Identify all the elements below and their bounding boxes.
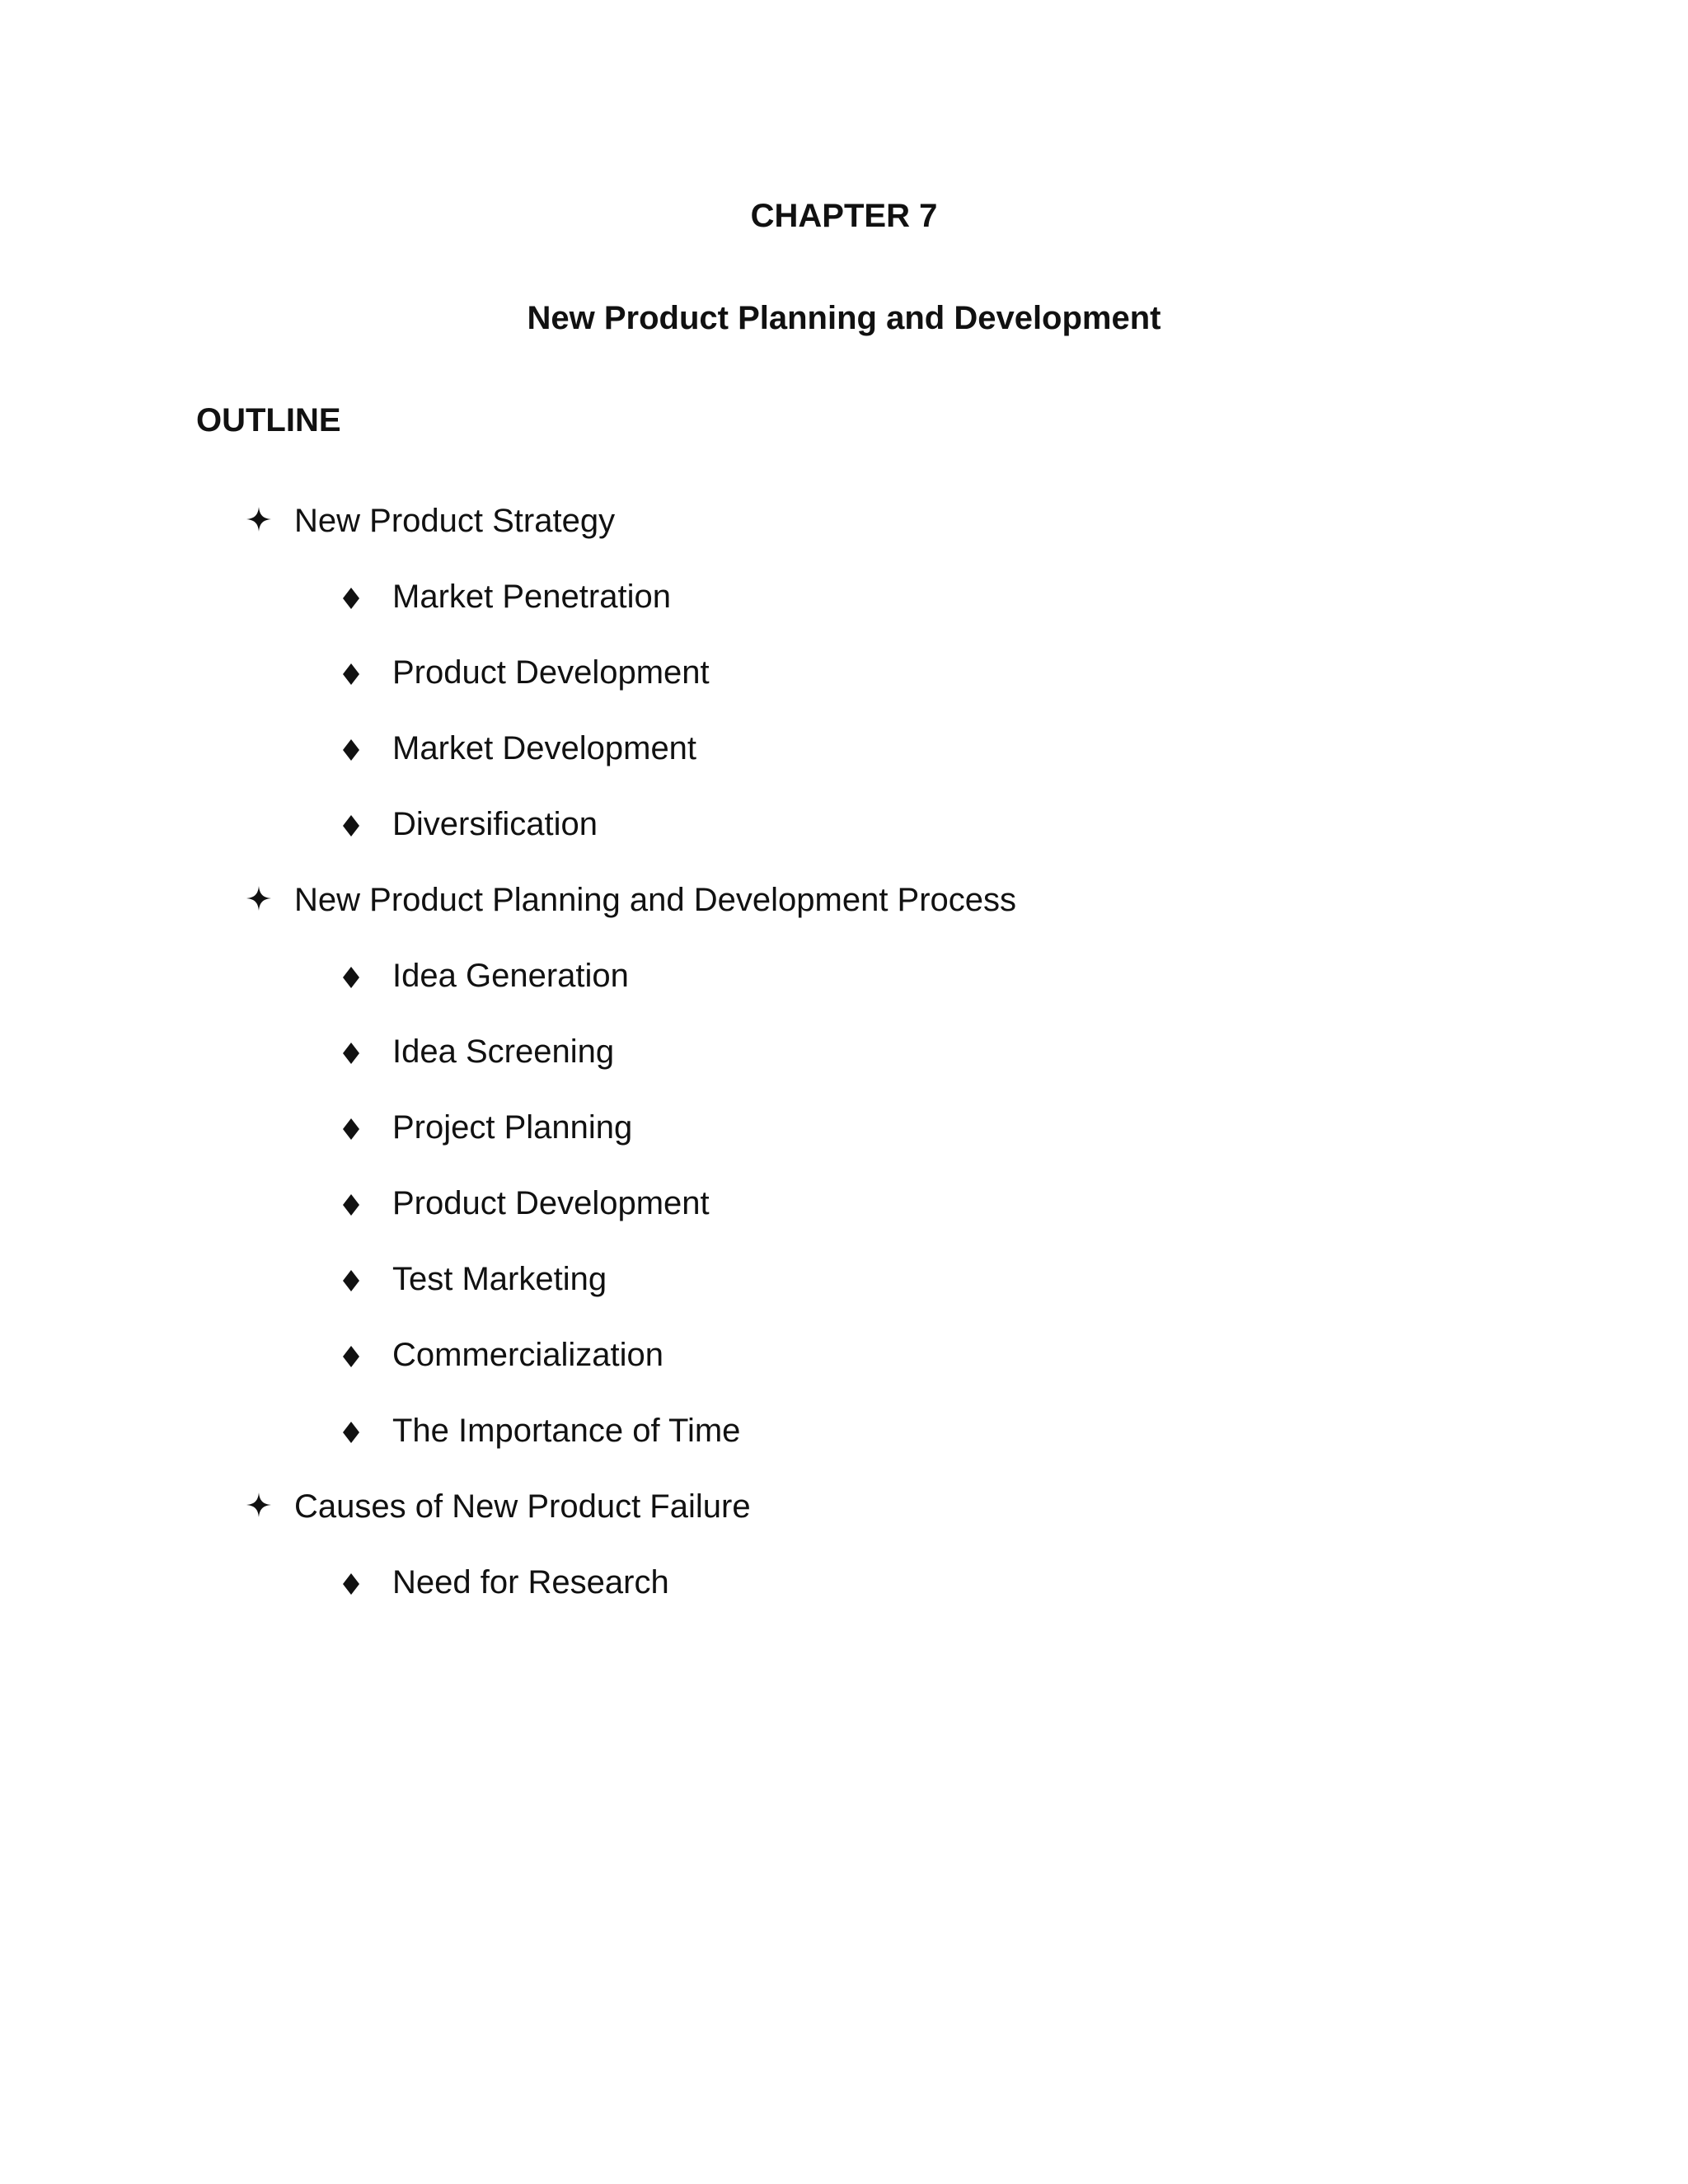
- outline-item-label: Market Development: [392, 730, 697, 766]
- outline-item-label: Commercialization: [392, 1337, 663, 1373]
- diamond-icon: [343, 1043, 359, 1064]
- outline-section: [0, 501, 1688, 880]
- outline-section: [0, 1487, 1688, 1638]
- outline-item-label: Idea Generation: [392, 958, 629, 994]
- diamond-icon: [343, 815, 359, 837]
- outline-item: [0, 956, 1688, 1032]
- diamond-icon: [343, 1270, 359, 1291]
- outline-item-label: Diversification: [392, 806, 598, 842]
- diamond-icon: [343, 1422, 359, 1443]
- outline-section-label: New Product Planning and Development Process: [294, 882, 1017, 918]
- outline-item-label: Product Development: [392, 1185, 710, 1221]
- outline-item: [0, 653, 1688, 729]
- outline-item-label: Idea Screening: [392, 1033, 615, 1070]
- chapter-number: CHAPTER 7: [750, 198, 938, 234]
- outline-sub-list: [0, 1563, 1688, 1638]
- outline-item: [0, 804, 1688, 880]
- outline-item: [0, 1563, 1688, 1638]
- outline-item: [0, 1032, 1688, 1108]
- diamond-icon: [343, 663, 359, 685]
- outline-section-label: New Product Strategy: [294, 503, 616, 539]
- outline-item: [0, 1183, 1688, 1259]
- outline-sub-list: [0, 956, 1688, 1487]
- diamond-icon: [343, 1194, 359, 1216]
- outline-item-label: Project Planning: [392, 1109, 633, 1146]
- outline-item: [0, 1335, 1688, 1411]
- outline-item: [0, 1259, 1688, 1335]
- outline-item-label: Market Penetration: [392, 579, 671, 615]
- outline-item-label: Product Development: [392, 654, 710, 691]
- outline-sub-list: [0, 577, 1688, 880]
- chapter-title: New Product Planning and Development: [527, 300, 1161, 336]
- diamond-icon: [343, 967, 359, 988]
- outline-section-heading: [0, 1487, 1688, 1563]
- diamond-icon: [343, 1573, 359, 1595]
- outline-section-heading: [0, 501, 1688, 577]
- diamond-icon: [343, 1346, 359, 1367]
- outline-section-label: Causes of New Product Failure: [294, 1488, 751, 1525]
- outline-item-label: Need for Research: [392, 1564, 669, 1601]
- outline-item: [0, 1411, 1688, 1487]
- diamond-icon: [343, 739, 359, 761]
- outline-section: [0, 880, 1688, 1487]
- outline-section-heading: [0, 880, 1688, 956]
- diamond-icon: [343, 1118, 359, 1140]
- outline-list: [0, 501, 1688, 1638]
- outline-item-label: The Importance of Time: [392, 1413, 741, 1449]
- outline-heading: OUTLINE: [196, 402, 341, 438]
- outline-item: [0, 1108, 1688, 1183]
- diamond-icon: [343, 588, 359, 609]
- four-point-star-icon: [246, 1492, 272, 1518]
- four-point-star-icon: [246, 506, 272, 532]
- outline-item: [0, 577, 1688, 653]
- outline-item: [0, 729, 1688, 804]
- four-point-star-icon: [246, 885, 272, 912]
- outline-item-label: Test Marketing: [392, 1261, 607, 1297]
